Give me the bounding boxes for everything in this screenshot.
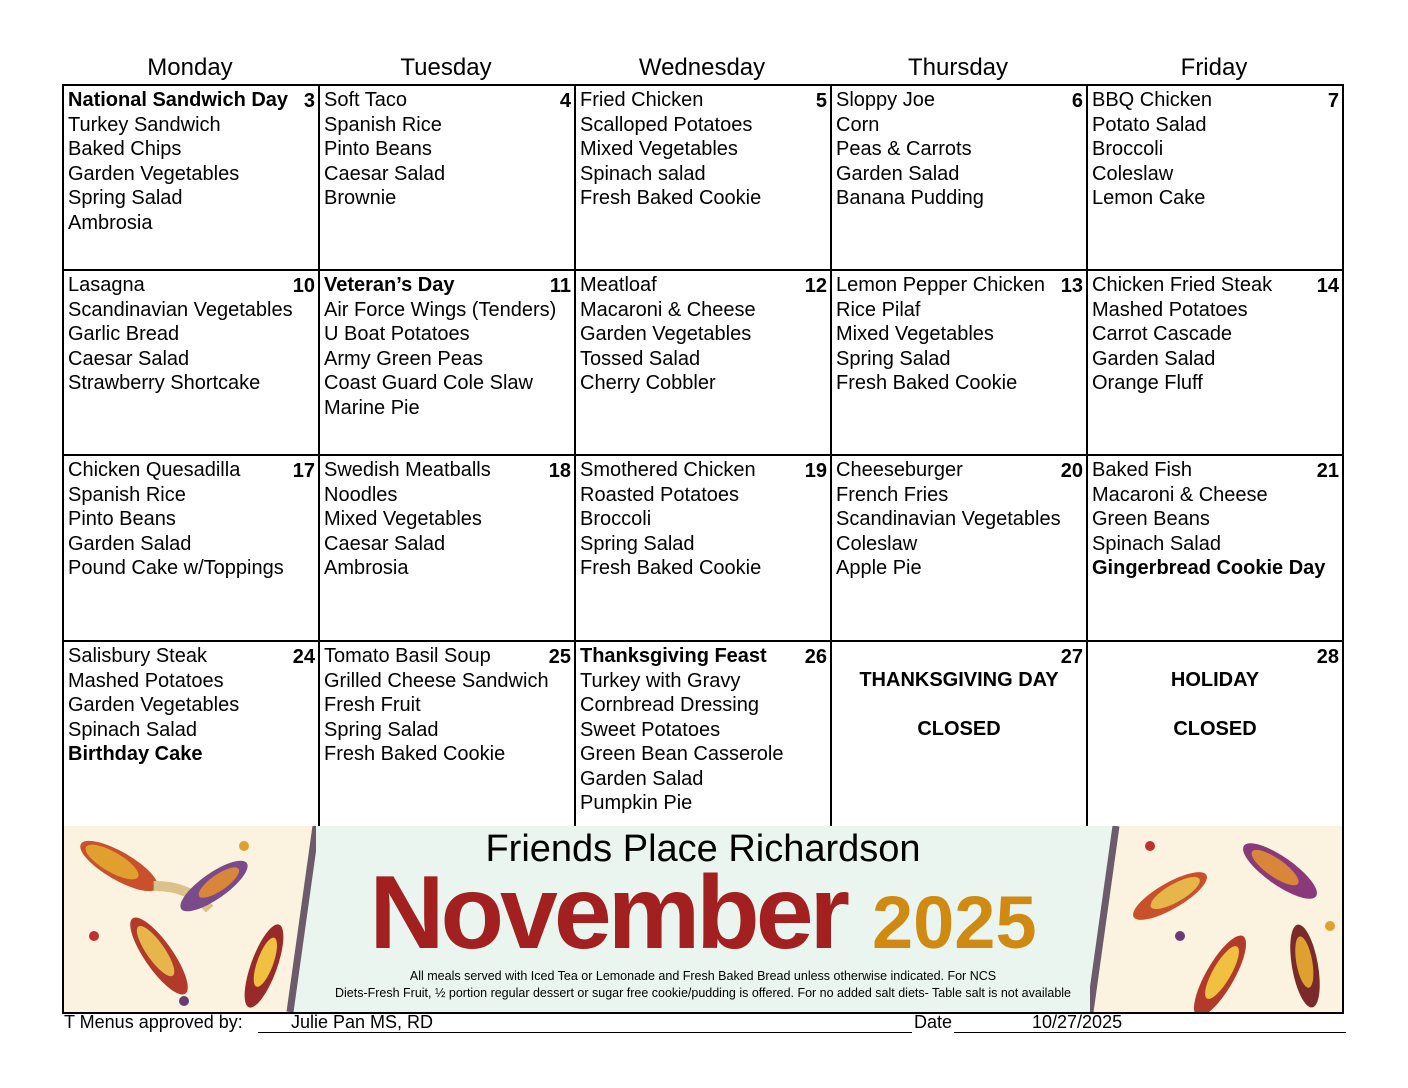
day-cell [320, 271, 576, 456]
date-label: Date [914, 1012, 953, 1032]
day-cell [576, 642, 832, 828]
approved-by-label: T Menus approved by: [64, 1012, 243, 1032]
menu-item: Rice Pilaf [836, 298, 921, 321]
menu-item: Banana Pudding [836, 187, 984, 209]
menu-item: Coleslaw [836, 532, 918, 555]
menu-item: Garlic Bread [68, 323, 180, 345]
day-number: 24 [292, 646, 315, 668]
month-year-heading [64, 854, 1342, 973]
day-number: 13 [1060, 275, 1083, 297]
day-cell [64, 86, 320, 271]
menu-item: Potato Salad [1092, 113, 1207, 136]
day-number: 7 [1327, 90, 1339, 112]
special-day-label: Birthday Cake [68, 743, 203, 765]
menu-item: Garden Salad [836, 162, 960, 185]
menu-item: Lemon Pepper Chicken [836, 274, 1046, 296]
meal-note-line-1: All meals served with Iced Tea or Lemonade and Fresh Baked Bread unless otherwise indicated. For NCS [409, 969, 997, 983]
day-number: 5 [815, 90, 827, 112]
menu-item: Broccoli [1092, 138, 1164, 160]
title-banner [62, 826, 1344, 1014]
menu-item: Fresh Baked Cookie [836, 372, 1018, 394]
menu-item: Mixed Vegetables [324, 508, 482, 530]
menu-item: Chicken Quesadilla [68, 459, 241, 481]
menu-item: Turkey with Gravy [580, 669, 741, 692]
weekday-tuesday: Tuesday [400, 54, 492, 81]
menu-item: Fresh Baked Cookie [580, 557, 762, 579]
day-cell [832, 456, 1088, 642]
day-cell [576, 86, 832, 271]
day-number: 27 [1060, 646, 1083, 668]
menu-item: Lasagna [68, 274, 145, 296]
menu-item: Meatloaf [580, 274, 657, 296]
menu-item: Mixed Vegetables [580, 138, 738, 160]
day-number: 12 [804, 275, 827, 297]
menu-item: Peas & Carrots [836, 138, 972, 160]
menu-item: Roasted Potatoes [580, 483, 739, 506]
day-number: 18 [548, 460, 571, 482]
menu-item: Mashed Potatoes [68, 669, 224, 692]
day-cell [832, 86, 1088, 271]
date-underline [954, 1032, 1346, 1033]
closed-notice-line: CLOSED [1173, 717, 1257, 740]
menu-item: Chicken Fried Steak [1092, 274, 1273, 296]
weekday-thursday: Thursday [907, 54, 1009, 81]
menu-calendar-grid [62, 84, 1344, 826]
day-number: 17 [292, 460, 315, 482]
menu-item: Spanish Rice [68, 483, 186, 506]
meal-note-line-2: Diets-Fresh Fruit, ½ portion regular dessert or sugar free cookie/pudding is offered. For no added salt diets- Table salt is not available [334, 986, 1072, 1000]
special-day-label: Veteran’s Day [324, 274, 455, 296]
day-cell [832, 642, 1088, 828]
menu-item: French Fries [836, 483, 949, 506]
menu-item: Caesar Salad [324, 532, 446, 555]
menu-item: Ambrosia [68, 211, 153, 234]
menu-item: Strawberry Shortcake [68, 372, 261, 394]
menu-item: Green Bean Casserole [580, 743, 784, 765]
menu-item: Mixed Vegetables [836, 323, 994, 345]
special-day-label: Gingerbread Cookie Day [1092, 557, 1326, 579]
menu-item: Marine Pie [324, 396, 420, 419]
menu-item: Ambrosia [324, 557, 409, 579]
day-cell [576, 456, 832, 642]
day-number: 19 [804, 460, 827, 482]
day-cell [64, 271, 320, 456]
menu-item: Sloppy Joe [836, 89, 935, 111]
day-number: 10 [292, 275, 315, 297]
menu-item: Coleslaw [1092, 162, 1174, 185]
menu-item: Army Green Peas [324, 347, 483, 370]
menu-item: Pinto Beans [324, 138, 432, 160]
menu-item: Tomato Basil Soup [324, 645, 491, 667]
day-cell [320, 642, 576, 828]
day-cell [1088, 271, 1344, 456]
menu-item: Scandinavian Vegetables [68, 298, 293, 321]
day-number: 26 [804, 646, 827, 668]
menu-item: Pinto Beans [68, 508, 176, 530]
menu-item: Sweet Potatoes [580, 718, 721, 741]
menu-item: Apple Pie [836, 557, 922, 579]
menu-item: Carrot Cascade [1092, 323, 1233, 345]
menu-item: Garden Vegetables [68, 162, 240, 185]
day-cell [1088, 642, 1344, 828]
weekday-header-row [62, 52, 1342, 84]
menu-item: Spinach Salad [68, 718, 197, 741]
meal-notes [264, 968, 1142, 1002]
menu-item: Soft Taco [324, 89, 408, 111]
menu-item: Noodles [324, 483, 398, 506]
weekday-monday: Monday [147, 54, 233, 81]
menu-item: Swedish Meatballs [324, 459, 491, 481]
closed-notice [1092, 644, 1338, 741]
day-number: 14 [1316, 275, 1339, 297]
menu-item: Macaroni & Cheese [580, 298, 756, 321]
menu-item: Garden Vegetables [68, 694, 240, 716]
location-title: Friends Place Richardson [485, 828, 921, 870]
menu-item: Broccoli [580, 508, 652, 530]
menu-item: Spring Salad [324, 718, 439, 741]
day-number: 4 [559, 90, 571, 112]
menu-item: Scandinavian Vegetables [836, 508, 1061, 530]
menu-item: Macaroni & Cheese [1092, 483, 1268, 506]
menu-item: Garden Salad [1092, 347, 1216, 370]
day-cell [320, 456, 576, 642]
menu-item: Smothered Chicken [580, 459, 756, 481]
menu-item: BBQ Chicken [1092, 89, 1213, 111]
closed-notice [836, 644, 1082, 741]
menu-item: Spring Salad [68, 187, 183, 209]
menu-item: Caesar Salad [68, 347, 190, 370]
menu-item: Lemon Cake [1092, 187, 1206, 209]
menu-item: Green Beans [1092, 508, 1210, 530]
day-cell [320, 86, 576, 271]
menu-item: Coast Guard Cole Slaw [324, 372, 533, 394]
menu-item: Fresh Fruit [324, 694, 421, 716]
closed-notice-line: CLOSED [917, 717, 1001, 740]
menu-item: Orange Fluff [1092, 372, 1203, 394]
menu-item: Turkey Sandwich [68, 113, 221, 136]
menu-item: Grilled Cheese Sandwich [324, 669, 549, 692]
menu-item: U Boat Potatoes [324, 323, 470, 345]
weekday-wednesday: Wednesday [638, 54, 766, 81]
day-cell [64, 642, 320, 828]
menu-item: Cornbread Dressing [580, 694, 759, 716]
menu-item: Cherry Cobbler [580, 372, 716, 394]
menu-item: Fresh Baked Cookie [324, 743, 506, 765]
menu-item: Pound Cake w/Toppings [68, 557, 284, 579]
menu-item: Caesar Salad [324, 162, 446, 185]
menu-item: Fresh Baked Cookie [580, 187, 762, 209]
menu-item: Garden Vegetables [580, 323, 752, 345]
menu-item: Spring Salad [580, 532, 695, 555]
menu-item: Scalloped Potatoes [580, 113, 753, 136]
closed-notice-line: HOLIDAY [1170, 669, 1260, 691]
menu-item: Baked Fish [1092, 459, 1193, 481]
approval-date: 10/27/2025 [1032, 1012, 1123, 1032]
year-title: 2025 [872, 881, 1037, 964]
menu-item: Garden Salad [68, 532, 192, 555]
day-number: 3 [303, 90, 315, 112]
menu-item: Spanish Rice [324, 113, 442, 136]
day-cell [1088, 86, 1344, 271]
closed-notice-line: THANKSGIVING DAY [859, 669, 1059, 691]
day-number: 11 [549, 275, 571, 297]
menu-item: Garden Salad [580, 767, 704, 790]
weekday-friday: Friday [1180, 54, 1248, 81]
month-title: November [369, 855, 846, 971]
approver-name: Julie Pan MS, RD [291, 1012, 434, 1032]
menu-item: Salisbury Steak [68, 645, 207, 667]
day-cell [832, 271, 1088, 456]
day-cell [576, 271, 832, 456]
menu-item: Spinach Salad [1092, 532, 1221, 555]
menu-item: Spring Salad [836, 347, 951, 370]
menu-item: Air Force Wings (Tenders) [324, 298, 557, 321]
menu-item: Spinach salad [580, 162, 706, 185]
menu-item: Pumpkin Pie [580, 792, 693, 814]
menu-item: Tossed Salad [580, 347, 701, 370]
menu-item: Fried Chicken [580, 89, 704, 111]
day-cell [1088, 456, 1344, 642]
day-number: 25 [548, 646, 571, 668]
menu-item: Cheeseburger [836, 459, 963, 481]
menu-item: Brownie [324, 187, 397, 209]
day-number: 20 [1060, 460, 1083, 482]
day-cell [64, 456, 320, 642]
menu-item: Baked Chips [68, 138, 182, 160]
day-number: 28 [1316, 646, 1339, 668]
menu-item: Corn [836, 113, 880, 136]
special-day-label: Thanksgiving Feast [580, 645, 767, 667]
approval-footer [62, 1012, 1346, 1034]
special-day-label: National Sandwich Day [68, 89, 289, 111]
menu-item: Mashed Potatoes [1092, 298, 1248, 321]
day-number: 6 [1071, 90, 1083, 112]
day-number: 21 [1316, 460, 1339, 482]
